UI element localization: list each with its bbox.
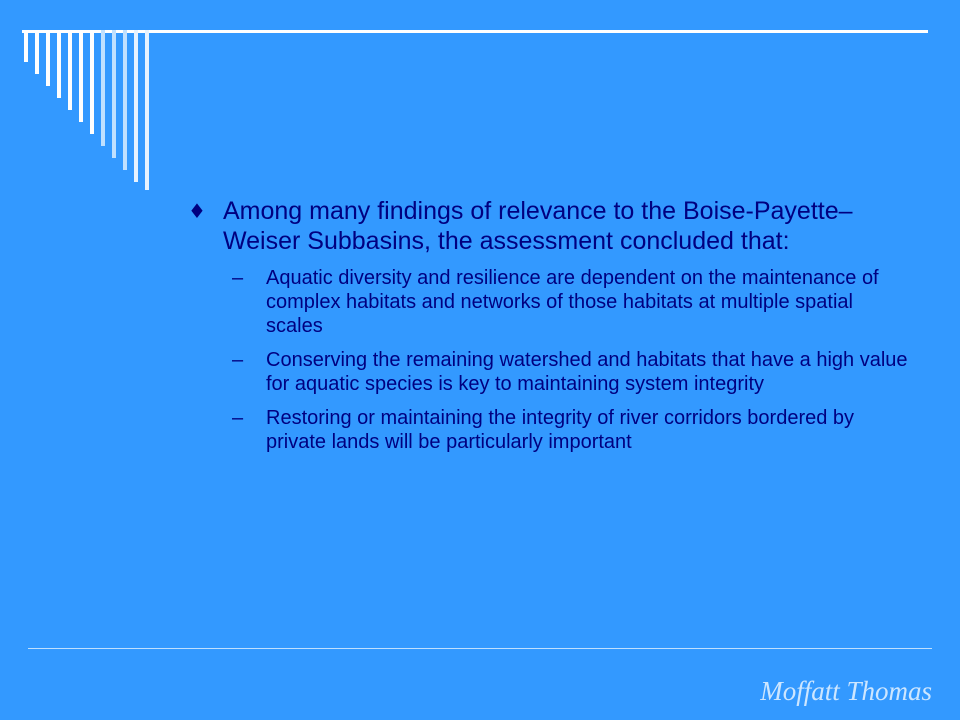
decorative-bar <box>24 30 28 62</box>
sub-bullet <box>188 266 908 338</box>
decorative-bar <box>57 30 61 98</box>
sub-bullet <box>188 348 908 396</box>
main-bullet-text: Among many findings of relevance to the Boise-Payette–Weiser Subbasins, the assessment concluded that: <box>223 197 853 255</box>
sub-bullet <box>188 406 908 454</box>
decorative-bar <box>79 30 83 122</box>
decorative-bar <box>123 30 127 170</box>
sub-bullet-text: Aquatic diversity and resilience are dependent on the maintenance of complex habitats and networks of those habitats at multiple spatial scales <box>266 267 879 337</box>
decorative-bar <box>134 30 138 182</box>
decorative-bar <box>46 30 50 86</box>
decorative-bar <box>68 30 72 110</box>
decorative-bar <box>112 30 116 158</box>
sub-bullet-list <box>188 266 908 454</box>
dash-bullet-icon: – <box>232 407 244 429</box>
decorative-bar <box>35 30 39 74</box>
slide-content <box>188 196 908 464</box>
decorative-bar <box>101 30 105 146</box>
footer-text: Moffatt Thomas <box>760 676 932 706</box>
top-rule <box>22 30 928 33</box>
decorative-bar <box>145 30 149 190</box>
sub-bullet-text: Restoring or maintaining the integrity of river corridors bordered by private lands will be particularly important <box>266 407 855 453</box>
main-bullet <box>188 196 908 256</box>
dash-bullet-icon: – <box>232 267 244 289</box>
diamond-bullet-icon: ♦ <box>188 199 206 223</box>
decorative-bar <box>90 30 94 134</box>
dash-bullet-icon: – <box>232 349 244 371</box>
bottom-rule <box>28 648 932 649</box>
sub-bullet-text: Conserving the remaining watershed and habitats that have a high value for aquatic species is key to maintaining system integrity <box>266 349 908 395</box>
